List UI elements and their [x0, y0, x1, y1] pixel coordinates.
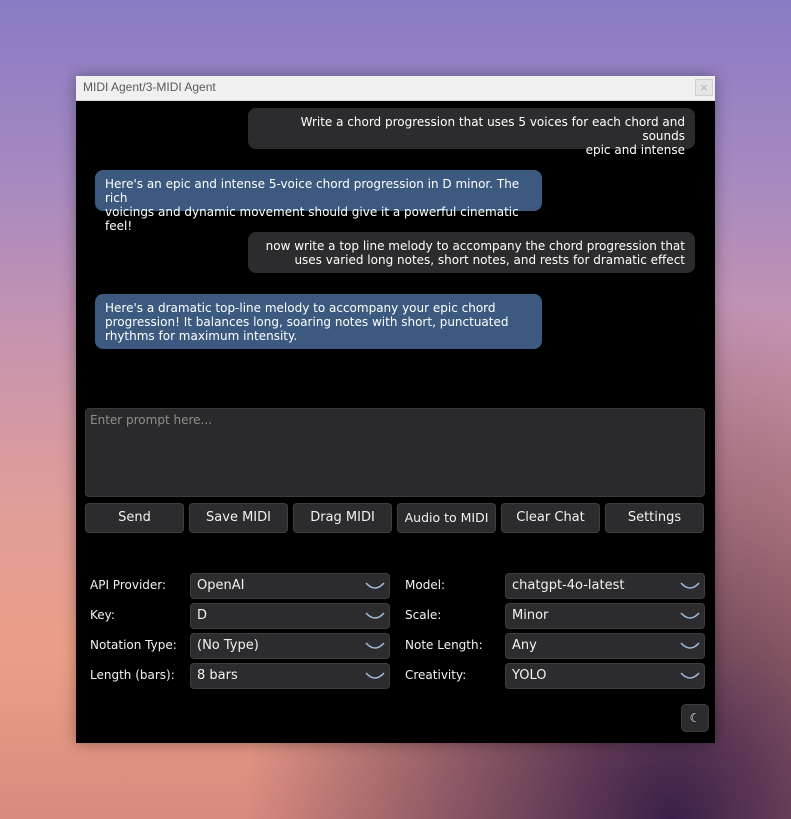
chat-history[interactable] — [76, 100, 715, 406]
chevron-down-icon — [364, 608, 386, 624]
scale-value: Minor — [512, 608, 549, 623]
message-line: progression! It balances long, soaring notes with short, punctuated — [105, 315, 509, 329]
api-provider-select[interactable] — [190, 573, 390, 599]
app-window — [76, 76, 715, 743]
length-bars-select[interactable] — [190, 663, 390, 689]
length-bars-label: Length (bars): — [90, 668, 175, 682]
message-line: now write a top line melody to accompany the chord progression that — [265, 239, 685, 253]
message-line: rhythms for maximum intensity. — [105, 329, 298, 343]
api-provider-value: OpenAI — [197, 578, 245, 593]
chevron-down-icon — [679, 608, 701, 624]
send-button[interactable]: Send — [85, 503, 184, 533]
notation-type-select[interactable] — [190, 633, 390, 659]
chevron-down-icon — [679, 578, 701, 594]
scale-label: Scale: — [405, 608, 442, 622]
note-length-value: Any — [512, 638, 537, 653]
creativity-value: YOLO — [512, 668, 547, 683]
prompt-placeholder: Enter prompt here... — [90, 413, 212, 427]
user-message — [248, 108, 695, 157]
assistant-message — [95, 170, 542, 233]
prompt-input[interactable] — [85, 408, 705, 497]
creativity-select[interactable] — [505, 663, 705, 689]
settings-button[interactable]: Settings — [605, 503, 704, 533]
notation-type-label: Notation Type: — [90, 638, 177, 652]
drag-midi-button[interactable]: Drag MIDI — [293, 503, 392, 533]
length-bars-value: 8 bars — [197, 668, 238, 683]
chevron-down-icon — [364, 668, 386, 684]
scale-select[interactable] — [505, 603, 705, 629]
note-length-label: Note Length: — [405, 638, 483, 652]
message-line: uses varied long notes, short notes, and rests for dramatic effect — [294, 253, 685, 267]
message-line: Write a chord progression that uses 5 voices for each chord and sounds — [300, 115, 685, 143]
model-value: chatgpt-4o-latest — [512, 578, 625, 593]
model-select[interactable] — [505, 573, 705, 599]
action-buttons — [85, 503, 705, 533]
message-line: Here's a dramatic top-line melody to accompany your epic chord — [105, 301, 496, 315]
message-line: voicings and dynamic movement should give it a powerful cinematic feel! — [105, 205, 519, 233]
api-provider-label: API Provider: — [90, 578, 167, 592]
note-length-select[interactable] — [505, 633, 705, 659]
model-label: Model: — [405, 578, 446, 592]
close-button[interactable]: × — [695, 79, 713, 96]
moon-icon: ☾ — [689, 711, 701, 725]
key-label: Key: — [90, 608, 115, 622]
user-message — [248, 232, 695, 273]
key-select[interactable] — [190, 603, 390, 629]
message-line: epic and intense — [585, 143, 685, 157]
save-midi-button[interactable]: Save MIDI — [189, 503, 288, 533]
notation-type-value: (No Type) — [197, 638, 259, 653]
message-line: Here's an epic and intense 5-voice chord progression in D minor. The rich — [105, 177, 520, 205]
chevron-down-icon — [364, 638, 386, 654]
key-value: D — [197, 608, 208, 623]
audio-to-midi-button[interactable]: Audio to MIDI — [397, 503, 496, 533]
assistant-message — [95, 294, 542, 349]
chevron-down-icon — [364, 578, 386, 594]
window-title: MIDI Agent/3-MIDI Agent — [83, 80, 216, 94]
chevron-down-icon — [679, 668, 701, 684]
creativity-label: Creativity: — [405, 668, 467, 682]
theme-toggle-button[interactable] — [681, 704, 709, 732]
chevron-down-icon — [679, 638, 701, 654]
clear-chat-button[interactable]: Clear Chat — [501, 503, 600, 533]
title-bar[interactable] — [76, 76, 715, 101]
